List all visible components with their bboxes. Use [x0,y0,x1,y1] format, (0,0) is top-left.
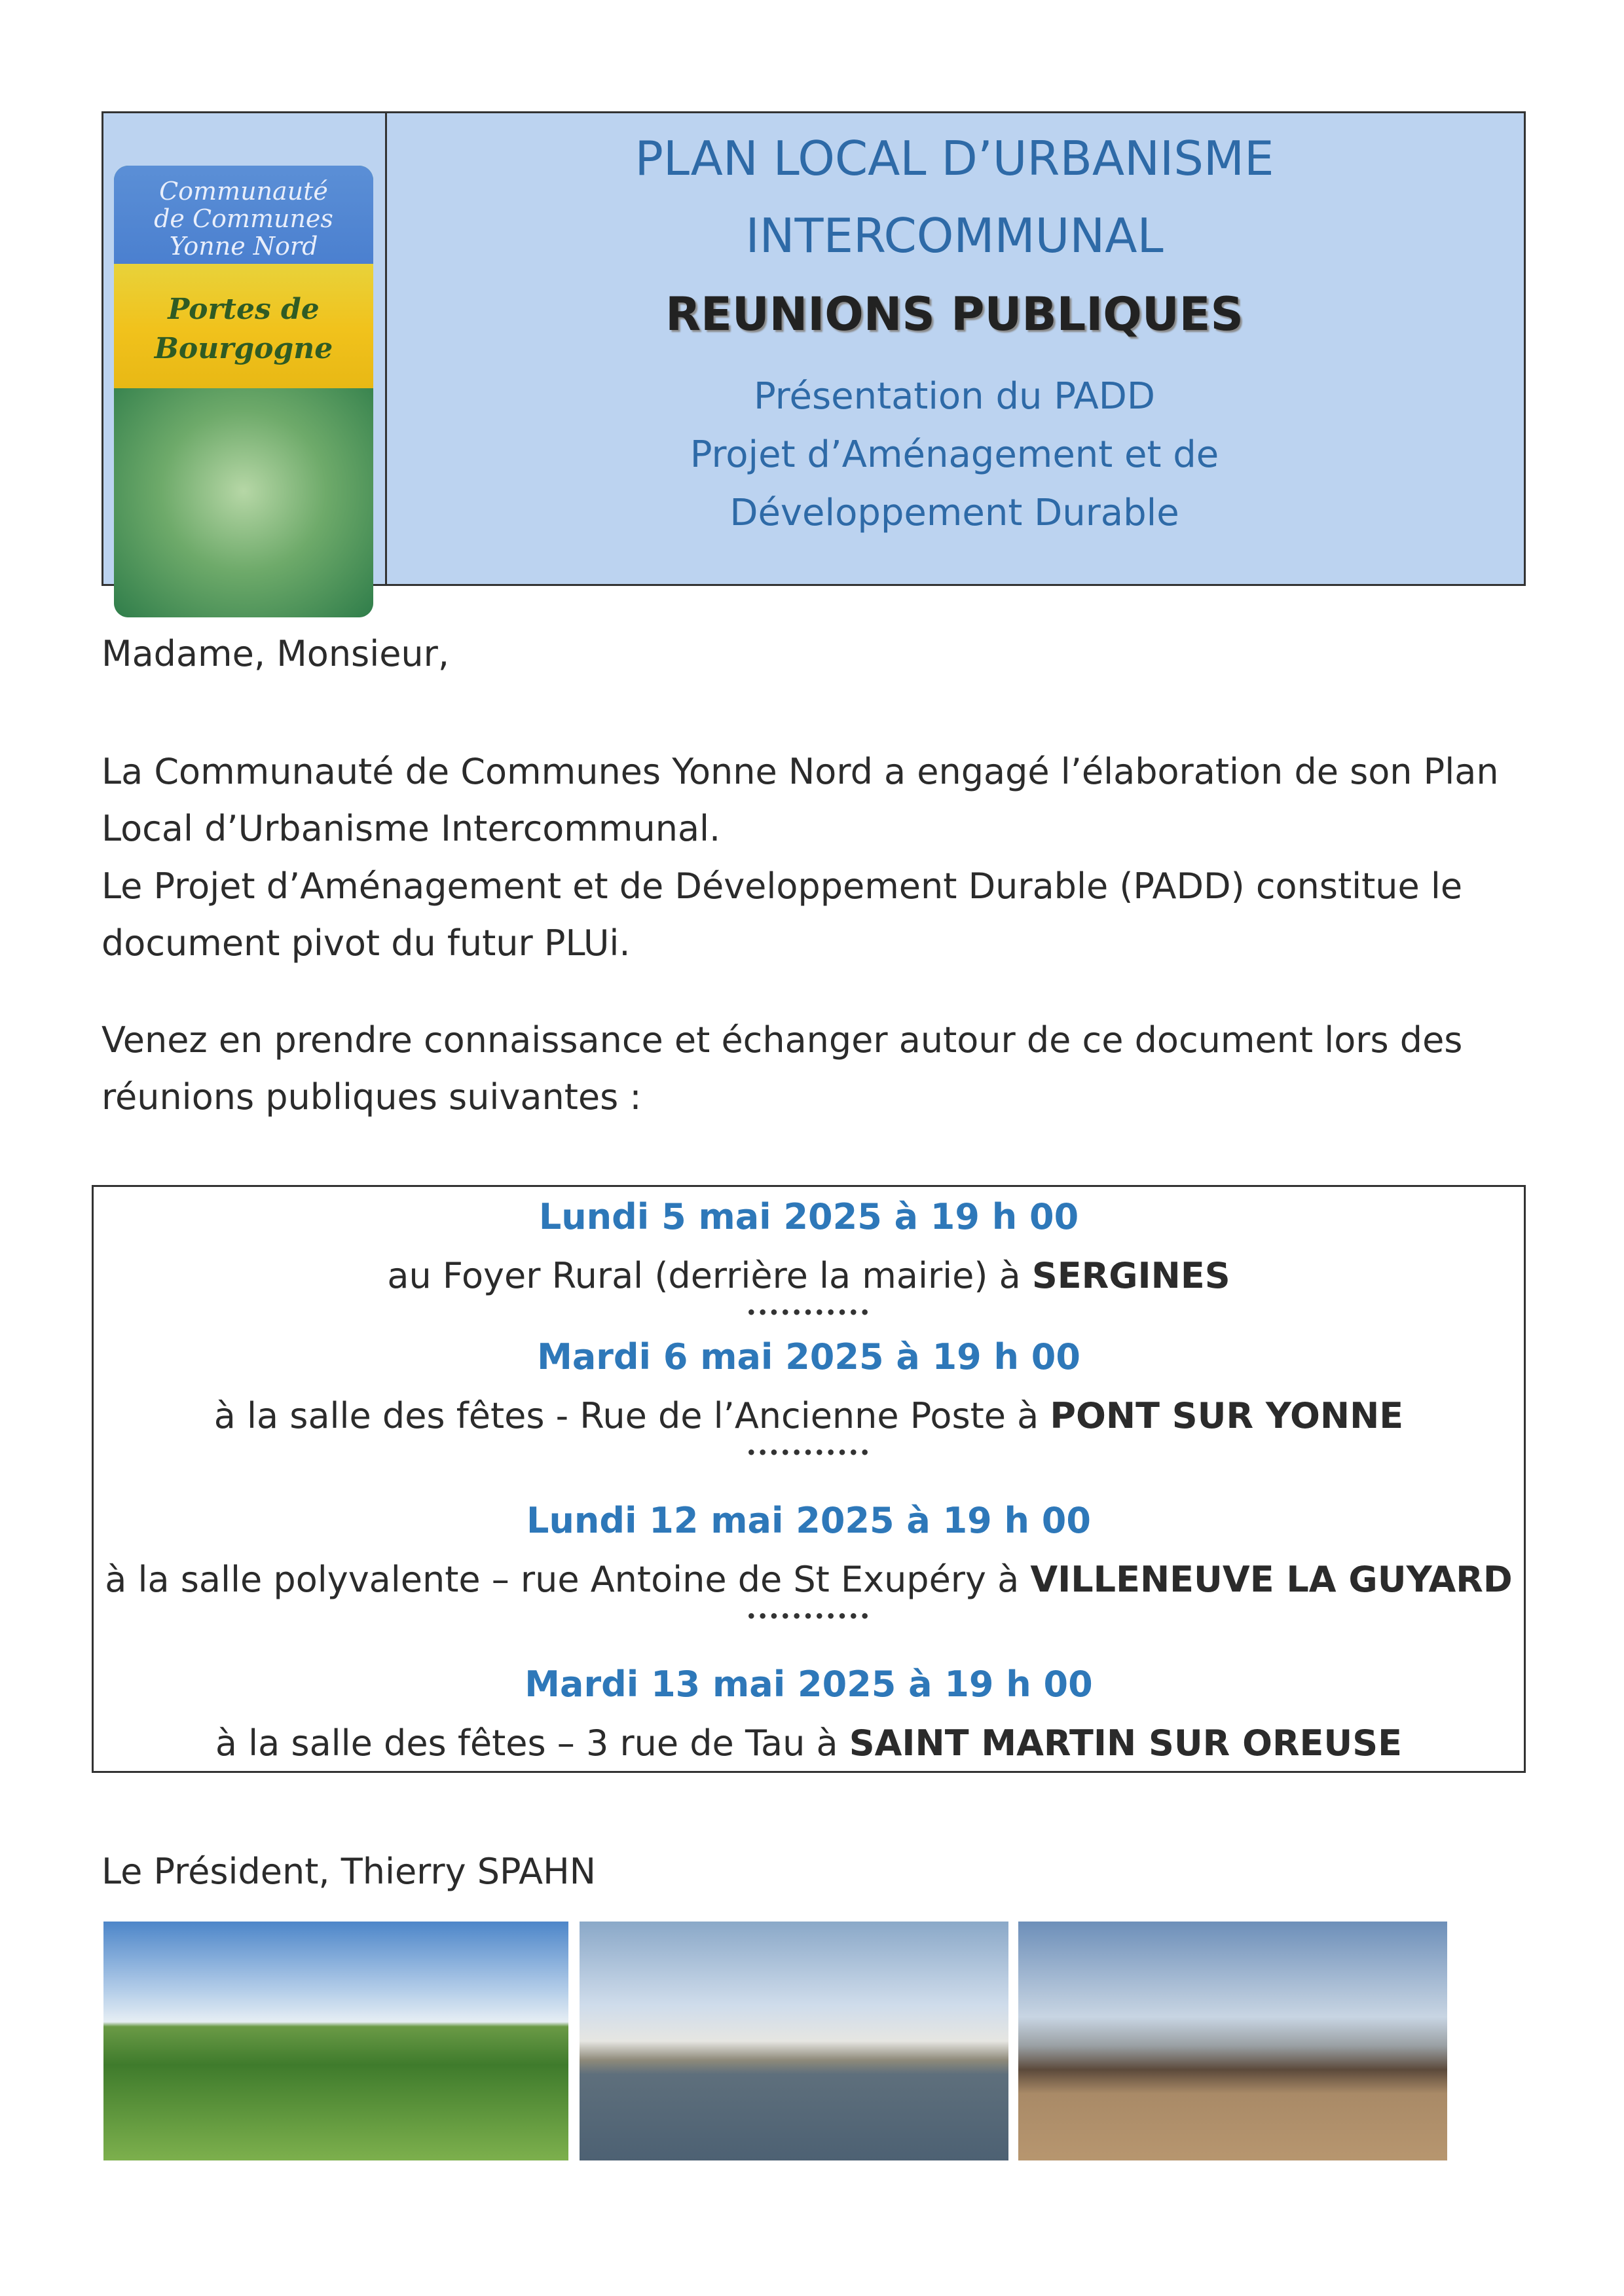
river-town-photo [580,1922,1008,2160]
title-block [385,113,1524,542]
paragraph-1: La Communauté de Communes Yonne Nord a engagé l’élaboration de son Plan Local d’Urbanisme Intercommunal. [101,751,1499,849]
padd-description: Présentation du PADD Projet d’Aménagement et de Développement Durable [690,375,1219,534]
meeting-2-date: Mardi 6 mai 2025 à 19 h 00 [537,1336,1080,1377]
logo-org-name: Communauté de Communes Yonne Nord [114,166,373,269]
page-subtitle: REUNIONS PUBLIQUES [665,287,1244,341]
signature: Le Président, Thierry SPAHN [101,1851,597,1892]
meeting-4-date: Mardi 13 mai 2025 à 19 h 00 [525,1664,1093,1705]
separator: ••••••••••• [746,1444,872,1462]
logo-cell [103,113,387,584]
separator: ••••••••••• [746,1607,872,1626]
landscape-photo [103,1922,568,2160]
page-title: PLAN LOCAL D’URBANISME INTERCOMMUNAL [635,131,1274,263]
meeting-3-date: Lundi 12 mai 2025 à 19 h 00 [526,1500,1091,1541]
meeting-1-place: au Foyer Rural (derrière la mairie) à SERGINES [387,1255,1230,1296]
salutation: Madame, Monsieur, [101,633,450,674]
meeting-4-town: SAINT MARTIN SUR OREUSE [849,1722,1403,1764]
meeting-3-place: à la salle polyvalente – rue Antoine de St Exupéry à VILLENEUVE LA GUYARD [105,1559,1513,1600]
ccyn-logo [114,166,373,617]
separator: ••••••••••• [746,1303,872,1322]
meeting-1-town: SERGINES [1031,1255,1230,1296]
building-photo [1018,1922,1447,2160]
meeting-2-place: à la salle des fêtes - Rue de l’Ancienne Poste à PONT SUR YONNE [213,1395,1404,1436]
meeting-4-place: à la salle des fêtes – 3 rue de Tau à SAINT MARTIN SUR OREUSE [215,1722,1403,1764]
meeting-2-town: PONT SUR YONNE [1050,1395,1404,1436]
header-box [101,111,1526,586]
paragraph-2: Le Projet d’Aménagement et de Développement Durable (PADD) constitue le document pivot du futur PLUi. [101,866,1463,964]
meeting-1-date: Lundi 5 mai 2025 à 19 h 00 [538,1196,1079,1237]
paragraph-3: Venez en prendre connaissance et échanger autour de ce document lors des réunions publiques suivantes : [101,1019,1463,1118]
logo-map-illustration [114,388,373,617]
meetings-box [92,1185,1526,1773]
logo-slogan: Portes de Bourgogne [114,264,373,395]
meeting-3-town: VILLENEUVE LA GUYARD [1030,1559,1513,1600]
